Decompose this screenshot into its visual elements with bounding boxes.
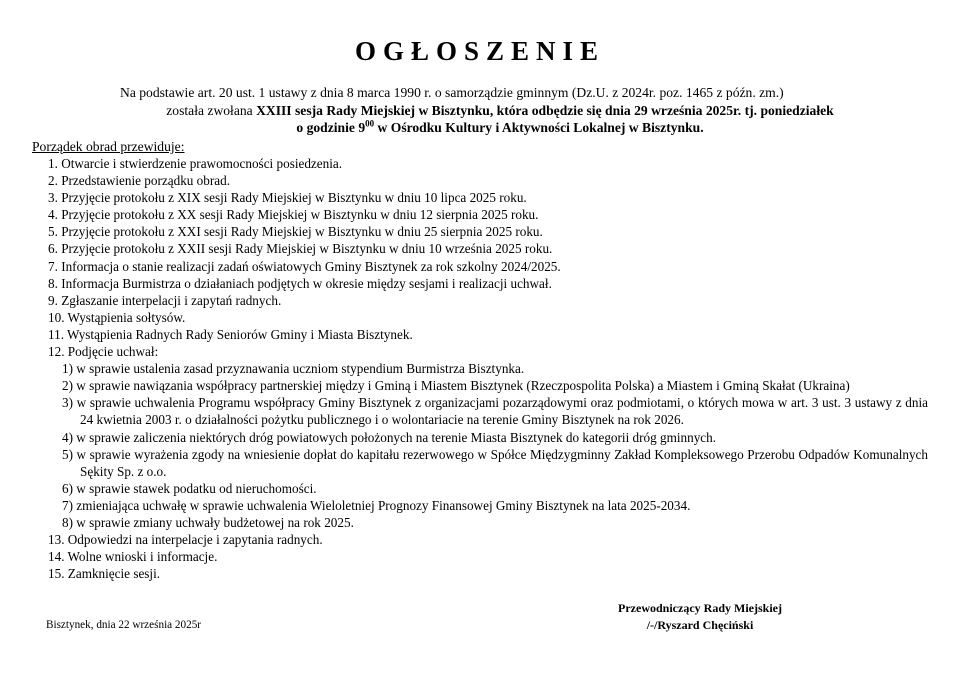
signatory-name: /-/Ryszard Chęciński bbox=[646, 618, 754, 632]
intro-session-prefix: została zwołana bbox=[166, 102, 257, 118]
agenda-item: 13. Odpowiedzi na interpelacje i zapytania radnych. bbox=[48, 532, 323, 548]
resolution-item: 6) w sprawie stawek podatku od nieruchomości. bbox=[62, 480, 317, 496]
document-title: OGŁOSZENIE bbox=[354, 36, 606, 66]
resolution-item: 8) w sprawie zmiany uchwały budżetowej na rok 2025. bbox=[62, 514, 354, 530]
agenda-item-resolutions: 12. Podjęcie uchwał: bbox=[48, 344, 159, 360]
agenda-heading: Porządek obrad przewiduje: bbox=[32, 139, 185, 154]
intro-place: w Ośrodku Kultury i Aktywności Lokalnej w Bisztynku. bbox=[374, 120, 704, 135]
agenda-item: 3. Przyjęcie protokołu z XIX sesji Rady Miejskiej w Bisztynku w dniu 10 lipca 2025 roku. bbox=[48, 190, 527, 206]
agenda-item: 10. Wystąpienia sołtysów. bbox=[48, 309, 186, 325]
agenda-item: 6. Przyjęcie protokołu z XXII sesji Rady Miejskiej w Bisztynku w dniu 10 września 2025 roku. bbox=[48, 241, 553, 257]
signature-block bbox=[560, 600, 840, 634]
resolutions-list bbox=[48, 360, 928, 531]
agenda-item bbox=[48, 343, 928, 531]
resolution-item: 5) w sprawie wyrażenia zgody na wniesienie dopłat do kapitału rezerwowego w Spółce Międzygminny Zakład Kompleksowego Przerobu Odpadów Komunalnych Sękity Sp. z o.o. bbox=[62, 446, 928, 479]
intro-line-time-place bbox=[100, 119, 900, 137]
resolution-item: 7) zmieniająca uchwałę w sprawie uchwalenia Wieloletniej Prognozy Finansowej Gminy Bisztynek na lata 2025-2034. bbox=[62, 497, 691, 513]
intro-line-session bbox=[100, 102, 900, 120]
agenda-item: 2. Przedstawienie porządku obrad. bbox=[48, 173, 230, 189]
agenda-item: 9. Zgłaszanie interpelacji i zapytań radnych. bbox=[48, 292, 282, 308]
resolution-item: 4) w sprawie zaliczenia niektórych dróg powiatowych położonych na terenie Miasta Bisztynek do kategorii dróg gminnych. bbox=[62, 429, 717, 445]
agenda-list bbox=[48, 155, 928, 582]
agenda-item: 15. Zamknięcie sesji. bbox=[48, 566, 161, 582]
intro-line-legal-basis: Na podstawie art. 20 ust. 1 ustawy z dnia 8 marca 1990 r. o samorządzie gminnym (Dz.U. z 2024r. poz. 1465 z późn. zm.) bbox=[120, 85, 784, 100]
agenda-item: 11. Wystąpienia Radnych Rady Seniorów Gminy i Miasta Bisztynek. bbox=[48, 326, 413, 342]
agenda-item: 1. Otwarcie i stwierdzenie prawomocności posiedzenia. bbox=[48, 156, 343, 171]
resolution-item: 2) w sprawie nawiązania współpracy partnerskiej między i Gminą i Miastem Bisztynek (Rzeczpospolita Polska) a Miastem i Gminą Skałat (Ukraina) bbox=[62, 378, 850, 394]
agenda-item: 5. Przyjęcie protokołu z XXI sesji Rady Miejskiej w Bisztynku w dniu 25 sierpnia 2025 roku. bbox=[48, 224, 543, 240]
resolution-item: 1) w sprawie ustalenia zasad przyznawania uczniom stypendium Burmistrza Bisztynka. bbox=[62, 361, 525, 377]
agenda-item: 8. Informacja Burmistrza o działaniach podjętych w okresie między sesjami i realizacji uchwał. bbox=[48, 275, 552, 291]
agenda-item: 4. Przyjęcie protokołu z XX sesji Rady Miejskiej w Bisztynku w dniu 12 sierpnia 2025 roku. bbox=[48, 207, 539, 223]
signatory-title: Przewodniczący Rady Miejskiej bbox=[618, 601, 782, 615]
resolution-item: 3) w sprawie uchwalenia Programu współpracy Gminy Bisztynek z organizacjami pozarządowymi oraz podmiotami, o których mowa w art. 3 ust. 3 ustawy z dnia 24 kwietnia 2003 r. o działalności pożytku publicznego i o wolontariacie na terenie Gminy Bisztynek na rok 2026. bbox=[62, 395, 928, 428]
agenda-item: 14. Wolne wnioski i informacje. bbox=[48, 549, 218, 565]
intro-time-prefix: o godzinie 9 bbox=[296, 120, 366, 135]
intro-session-details: XXIII sesja Rady Miejskiej w Bisztynku, która odbędzie się dnia 29 września 2025r. tj. poniedziałek bbox=[256, 102, 834, 118]
agenda-item: 7. Informacja o stanie realizacji zadań oświatowych Gminy Bisztynek za rok szkolny 2024/2025. bbox=[48, 258, 561, 274]
intro-paragraph bbox=[100, 84, 900, 137]
date-place: Bisztynek, dnia 22 września 2025r bbox=[46, 619, 202, 631]
intro-time-minutes: 00 bbox=[365, 118, 375, 129]
